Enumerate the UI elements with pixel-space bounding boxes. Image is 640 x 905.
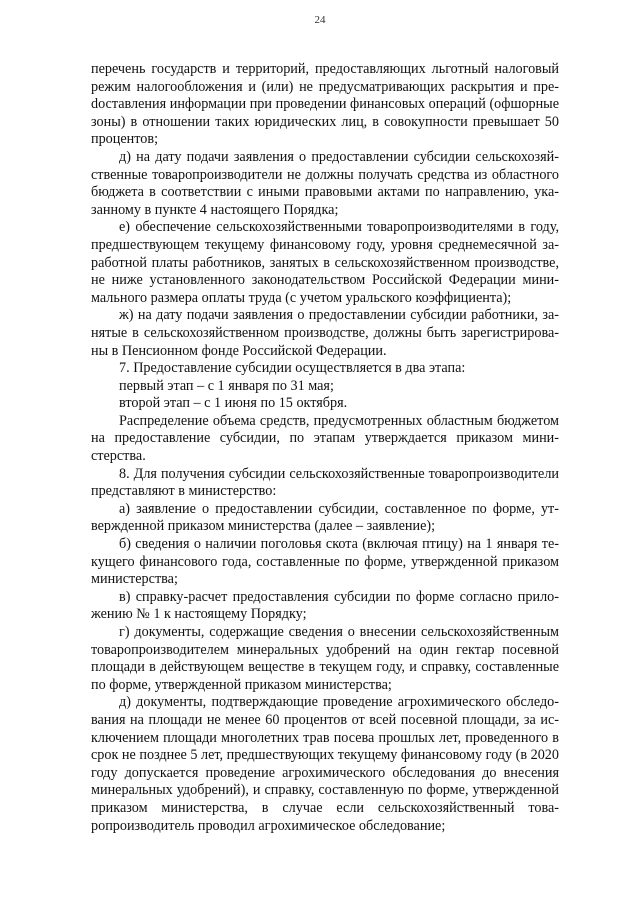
- paragraph-first-stage: первый этап – с 1 января по 31 мая;: [119, 377, 334, 394]
- paragraph-item-d-no-other-funds: д) на дату подачи заявления о предоставлении субсидии сельскохозяйственные товаропроизводители не должны получать средства из областного бюджета в соответствии с иными правовыми актами по направлению, указанному в пункте 4 настоящего Порядка;: [91, 148, 559, 218]
- paragraph-item-zh-pension-fund: ж) на дату подачи заявления о предоставлении субсидии работники, занятые в сельскохозяйственном производстве, должны быть зарегистрированы в Пенсионном фонде Российской Федерации.: [91, 307, 559, 359]
- paragraph-item-v-calculation: в) справку-расчет предоставления субсидии по форме согласно приложению № 1 к настоящему Порядку;: [91, 588, 559, 623]
- paragraph-distribution-by-stages: Распределение объема средств, предусмотренных областным бюджетом на предоставление субсидии, по этапам утверждается приказом министерства.: [91, 412, 559, 465]
- paragraph-8-documents-intro: 8. Для получения субсидии сельскохозяйственные товаропроизводители представляют в министерство:: [91, 465, 559, 500]
- paragraph-item-g-fertilizers: г) документы, содержащие сведения о внесении сельскохозяйственным товаропроизводителем минеральных удобрений на один гектар посевной площади в действующем веществе в текущем году, и справку, составленные по форме, утвержденной приказом министерства;: [91, 624, 559, 693]
- paragraph-7-two-stages: 7. Предоставление субсидии осуществляется в два этапа:: [119, 360, 466, 377]
- paragraph-second-stage: второй этап – с 1 июня по 15 октября.: [119, 395, 348, 412]
- paragraph-item-d-agrochemical-survey: д) документы, подтверждающие проведение агрохимического обследования на площади не менее 60 процентов от всей посевной площади, за исключением площади многолетних трав посева прошлых лет, проведенного в срок не позднее 5 лет, предшествующих текущему финансовому году (в 2020 году допускается проведение агрохимического обследования до внесения минеральных удобрений), и справку, составленную по форме, утвержденной приказом министерства, в случае если сельскохозяйственный товаропроизводитель проводил агрохимическое обследование;: [91, 694, 559, 834]
- document-body: [91, 61, 559, 835]
- paragraph-item-b-livestock: б) сведения о наличии поголовья скота (включая птицу) на 1 января текущего финансового года, составленные по форме, утвержденной приказом министерства;: [91, 536, 559, 588]
- paragraph-item-e-average-wage: е) обеспечение сельскохозяйственными товаропроизводителями в году, предшествующем текущему финансовому году, уровня среднемесячной заработной платы работников, занятых в сельскохозяйственном производстве, не ниже установленного законодательством Российской Федерации минимального размера оплаты труда (с учетом уральского коэффициента);: [91, 219, 559, 306]
- page-number: 24: [314, 14, 326, 26]
- paragraph-offshore-zones: перечень государств и территорий, предоставляющих льготный налоговый режим налогообложения и (или) не предусматривающих раскрытия и преdоставления информации при проведении финансовых операций (офшорные зоны) в отношении таких юридических лиц, в совокупности превышает 50 процентов;: [91, 61, 559, 148]
- paragraph-item-a-application: а) заявление о предоставлении субсидии, составленное по форме, утвержденной приказом министерства (далее – заявление);: [91, 500, 559, 535]
